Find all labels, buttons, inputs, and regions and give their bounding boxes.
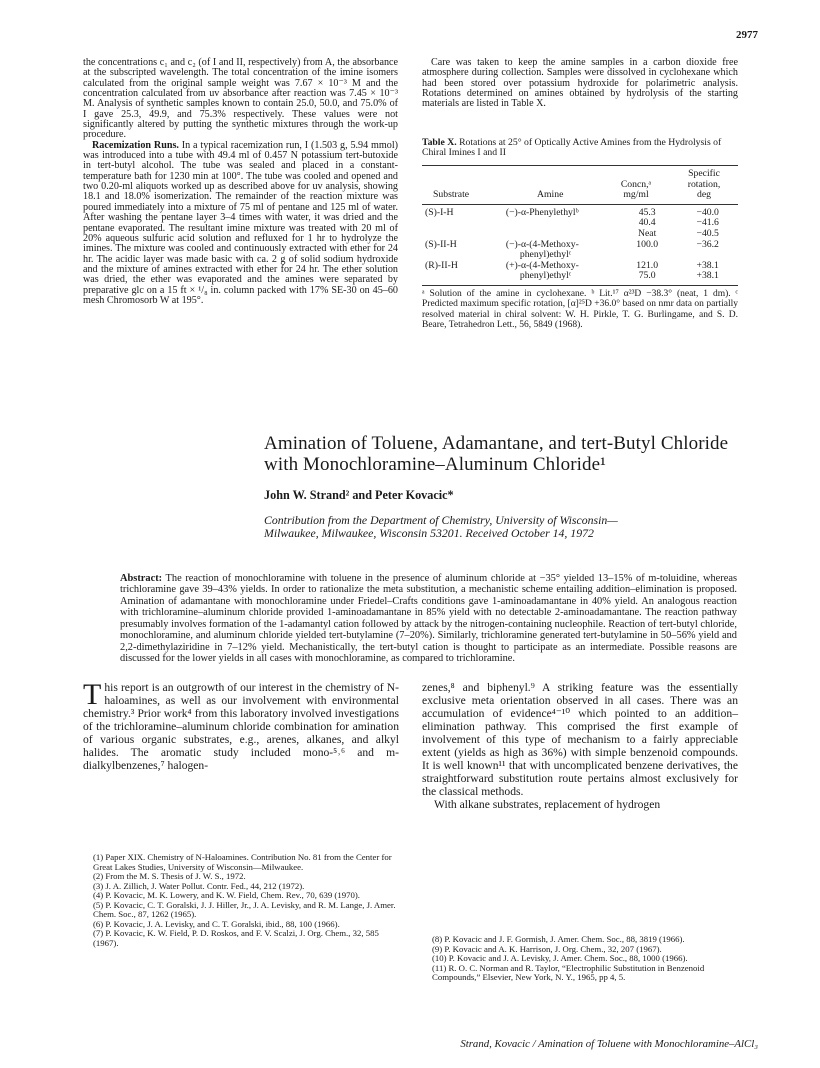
col-header-rotation-2: rotation, bbox=[687, 178, 721, 190]
title-line-1: Amination of Toluene, Adamantane, and tert-Butyl Chloride bbox=[264, 433, 729, 454]
concn-value: 45.3 bbox=[638, 206, 656, 218]
footnote: (1) Paper XIX. Chemistry of N-Haloamines. Contribution No. 81 from the Center for Great Lakes Studies, University of Wisconsin—Milwaukee. bbox=[93, 852, 392, 872]
body-text: his report is an outgrowth of our interest in the chemistry of N-haloamines, as well as our involvement with environmental chemistry.³ Prior work⁴ from this laboratory involved investigations of the trichloramine–aluminum chloride combination for amination of various organic substrates, e.g., arenes, alkanes, and alkyl halides. The aromatic study included mono-⁵˒⁶ and m-dialkylbenzenes,⁷ halogen- bbox=[83, 681, 399, 772]
cell-amine bbox=[478, 261, 617, 282]
table-header bbox=[422, 169, 738, 201]
col-header-rotation-3: deg bbox=[697, 189, 711, 201]
footnote: (5) P. Kovacic, C. T. Goralski, J. J. Hiller, Jr., J. A. Levisky, and R. M. Lange, J. Amer. Chem. Soc., 87, 1262 (1965). bbox=[93, 899, 396, 919]
concn-value: 100.0 bbox=[636, 238, 659, 250]
rotation-value: +38.1 bbox=[696, 259, 719, 271]
cell-substrate: (S)-II-H bbox=[425, 238, 457, 250]
running-footer: Strand, Kovacic / Amination of Toluene with Monochloramine–AlCl₃ bbox=[460, 1038, 758, 1050]
cell-amine bbox=[478, 240, 617, 261]
concn-value: Neat bbox=[638, 227, 657, 239]
rotation-value: −41.6 bbox=[696, 217, 719, 229]
concn-value: 75.0 bbox=[638, 270, 656, 282]
footnotes-right bbox=[422, 935, 738, 983]
footnotes-left bbox=[83, 853, 399, 948]
concn-value: 40.4 bbox=[638, 217, 656, 229]
amine-line: (−)-α-(4-Methoxy- bbox=[505, 238, 579, 250]
footnote: (6) P. Kovacic, J. A. Levisky, and C. T. Goralski, ibid., 88, 100 (1966). bbox=[93, 918, 340, 929]
top-left-column bbox=[83, 58, 398, 306]
body-paragraph bbox=[83, 678, 399, 773]
cell-rotation bbox=[677, 208, 738, 240]
cell-substrate: (R)-II-H bbox=[425, 259, 458, 271]
footnote: (9) P. Kovacic and A. K. Harrison, J. Org. Chem., 32, 207 (1967). bbox=[432, 943, 662, 954]
abstract bbox=[120, 573, 737, 665]
amine-line: (+)-α-(4-Methoxy- bbox=[505, 259, 579, 271]
amine-line: phenyl)ethylᶜ bbox=[519, 249, 572, 261]
drop-cap: T bbox=[83, 678, 102, 711]
top-right-column bbox=[422, 58, 738, 110]
paragraph: the concentrations c₁ and c₂ (of I and II, respectively) from A, the absorbance at the subscripted wavelength. The total concentration of the imine isomers calculated from the original sample weight was 7.67 × 10⁻³ M and the concentration calculated from uv absorbance after reaction was 7.45 × 10⁻³ M. Analysis of synthetic samples known to contain 25.0, 50.0, and 75.0% of I gave 25.3, 49.9, and 75.3% respectively. These values were not significantly altered by putting the synthetic mixtures through the work-up procedure. bbox=[83, 57, 398, 141]
footnote: (8) P. Kovacic and J. F. Gormish, J. Amer. Chem. Soc., 88, 3819 (1966). bbox=[432, 934, 685, 944]
table-caption-text: Rotations at 25° of Optically Active Amines from the Hydrolysis of Chiral Imines I and II bbox=[422, 137, 722, 159]
affiliation-line-1: Contribution from the Department of Chemistry, University of Wisconsin— bbox=[264, 513, 618, 527]
cell-concn bbox=[617, 261, 677, 282]
amine-line: phenyl)ethylᶜ bbox=[519, 270, 572, 282]
table-row bbox=[422, 240, 738, 261]
paragraph bbox=[83, 141, 398, 307]
body-paragraph: zenes,⁸ and biphenyl.⁹ A striking feature was the essentially exclusive meta orientation observed in all cases. There was an accumulation of evidence⁴⁻¹⁰ which pointed to an addition–elimination pathway. This comprised the first example of involvement of this type of mechanism to a fairly appreciable extent (yields as high as 36%) with simple benzenoid compounds. It is well known¹¹ that with uncomplicated benzene derivatives, the straightforward substitution route pertains almost exclusively for the classical methods. bbox=[422, 681, 738, 798]
cell-concn bbox=[617, 240, 677, 261]
table-label: Table X. bbox=[422, 137, 457, 148]
footnote: (4) P. Kovacic, M. K. Lowery, and K. W. Field, Chem. Rev., 70, 639 (1970). bbox=[93, 890, 360, 900]
rotation-value: −40.0 bbox=[696, 206, 719, 218]
rotation-value: −36.2 bbox=[696, 238, 719, 250]
col-header-rotation-1: Specific bbox=[688, 168, 720, 179]
footnote: (3) J. A. Zillich, J. Water Pollut. Contr. Fed., 44, 212 (1972). bbox=[93, 880, 305, 891]
article-title bbox=[264, 433, 764, 475]
footnote: (11) R. O. C. Norman and R. Taylor, “Electrophilic Substitution in Benzenoid Compounds,” Elsevier, New York, N. Y., 1965, pp 4, 5. bbox=[432, 962, 705, 982]
table-rule bbox=[422, 285, 738, 286]
affiliation-line-2: Milwaukee, Milwaukee, Wisconsin 53201. Received October 14, 1972 bbox=[264, 526, 594, 541]
page-number: 2977 bbox=[736, 29, 758, 41]
body-right-column bbox=[422, 682, 738, 812]
table-row bbox=[422, 208, 738, 240]
table-rule bbox=[422, 165, 738, 166]
body-paragraph: With alkane substrates, replacement of hydrogen bbox=[434, 797, 661, 811]
col-header-amine: Amine bbox=[537, 189, 564, 201]
col-header-concn-unit: mg/ml bbox=[623, 189, 649, 201]
table-x bbox=[422, 165, 738, 330]
abstract-text: The reaction of monochloramine with toluene in the presence of aluminum chloride at −35° yielded 13–15% of m-toluidine, whereas trichloramine gave 39–43% yields. In order to rationalize the meta substitution, a mechanistic scheme entailing addition–elimination is proposed. Amination of adamantane with monochloramine under Friedel–Crafts conditions gave 1-aminoadamantane in 40% yield. An analogous reaction with trichloramine–aluminum chloride provided 1-aminoadamantane in 85% yield with no detectable 2-aminoadamantane. The reaction pathway presumably involves formation of the 1-adamantyl cation followed by attack by the nitrogen-containing nucleophile. Reaction of tert-butyl chloride, monochloramine, and aluminum chloride yielded tert-butylamine (7–20%). Similarly, trichloramine generated tert-butylamine in 50–56% yield and 2,2-dimethylaziridine in 7–12% yield. Mechanistically, the tert-butyl cation is thought to participate as an intermediate. Possible reasons are discussed for the lower yields in all cases with monochloramine, as compared to trichloramine. bbox=[120, 573, 737, 665]
footnote: (2) From the M. S. Thesis of J. W. S., 1972. bbox=[93, 871, 246, 881]
table-row bbox=[422, 261, 738, 282]
run-in-heading: Racemization Runs. bbox=[92, 139, 179, 151]
title-line-2: with Monochloramine–Aluminum Chloride¹ bbox=[264, 454, 606, 475]
concn-value: 121.0 bbox=[636, 259, 659, 271]
table-footnote: ᵃ Solution of the amine in cyclohexane. ᵇ Lit.¹⁷ α²³D −38.3° (neat, 1 dm). ᶜ Predicted maximum specific rotation, [α]²⁵D +36.0° based on nmr data on partially resolved material in chiral solvent: W. H. Pirkle, T. G. Burlingame, and S. D. Beare, Tetrahedron Lett., 56, 5849 (1968). bbox=[422, 288, 738, 330]
abstract-label: Abstract: bbox=[120, 573, 163, 584]
authors: John W. Strand² and Peter Kovacic* bbox=[264, 488, 454, 502]
rotation-value: −40.5 bbox=[696, 227, 719, 239]
affiliation bbox=[264, 514, 764, 540]
table-rule bbox=[422, 204, 738, 205]
table-caption bbox=[422, 138, 738, 159]
paragraph-text: In a typical racemization run, I (1.503 g, 5.94 mmol) was introduced into a tube with 49.4 ml of 0.457 N potassium tert-butoxide in tert-butyl alcohol. The tube was sealed and placed in a constant-temperature bath for 1230 min at 100°. The tube was cooled and opened and two 0.20-ml aliquots worked up as described above for uv analysis, showing 18.1 and 18.0% isomerization. The remainder of the reaction mixture was poured immediately into a mixture of 75 ml of pentane and 125 ml of water. After washing the pentane layer 3–4 times with water, it was dried and the pentane evaporated. The resultant imine mixture was treated with 20 ml of 20% aqueous sulfuric acid solution and refluxed for 1 hr to hydrolyze the imines. The mixture was cooled and continuously extracted with ether for 24 hr. The acidic layer was made basic with ca. 2 g of solid sodium hydroxide and the mixture of amines extracted with ether for 24 hr. The ether solution was dried, the ether was evaporated and the amines were separated by preparative glc on a 15 ft × ¹/₈ in. column packed with 17% SE-30 on 45–60 mesh Chromosorb W at 195°. bbox=[83, 139, 398, 306]
footnote: (7) P. Kovacic, K. W. Field, P. D. Roskos, and F. V. Scalzi, J. Org. Chem., 32, 585 (1967). bbox=[93, 928, 379, 948]
cell-amine: (−)-α-Phenylethylᵇ bbox=[505, 206, 579, 218]
table-body bbox=[422, 208, 738, 282]
col-header-substrate: Substrate bbox=[433, 189, 470, 201]
cell-rotation bbox=[677, 261, 738, 282]
body-left-column bbox=[83, 678, 399, 773]
footnote: (10) P. Kovacic and J. A. Levisky, J. Amer. Chem. Soc., 88, 1000 (1966). bbox=[432, 953, 688, 963]
cell-concn bbox=[617, 208, 677, 240]
rotation-value: +38.1 bbox=[696, 270, 719, 282]
paragraph: Care was taken to keep the amine samples in a carbon dioxide free atmosphere during collection. Samples were dissolved in cyclohexane which had been stored over potassium hydroxide for polarimetric analysis. Rotations determined on amines obtained by hydrolysis of the starting materials are listed in Table X. bbox=[422, 57, 738, 110]
cell-substrate: (S)-I-H bbox=[425, 206, 454, 218]
col-header-concn: Concn,ᵃ bbox=[620, 178, 652, 190]
cell-rotation bbox=[677, 240, 738, 261]
